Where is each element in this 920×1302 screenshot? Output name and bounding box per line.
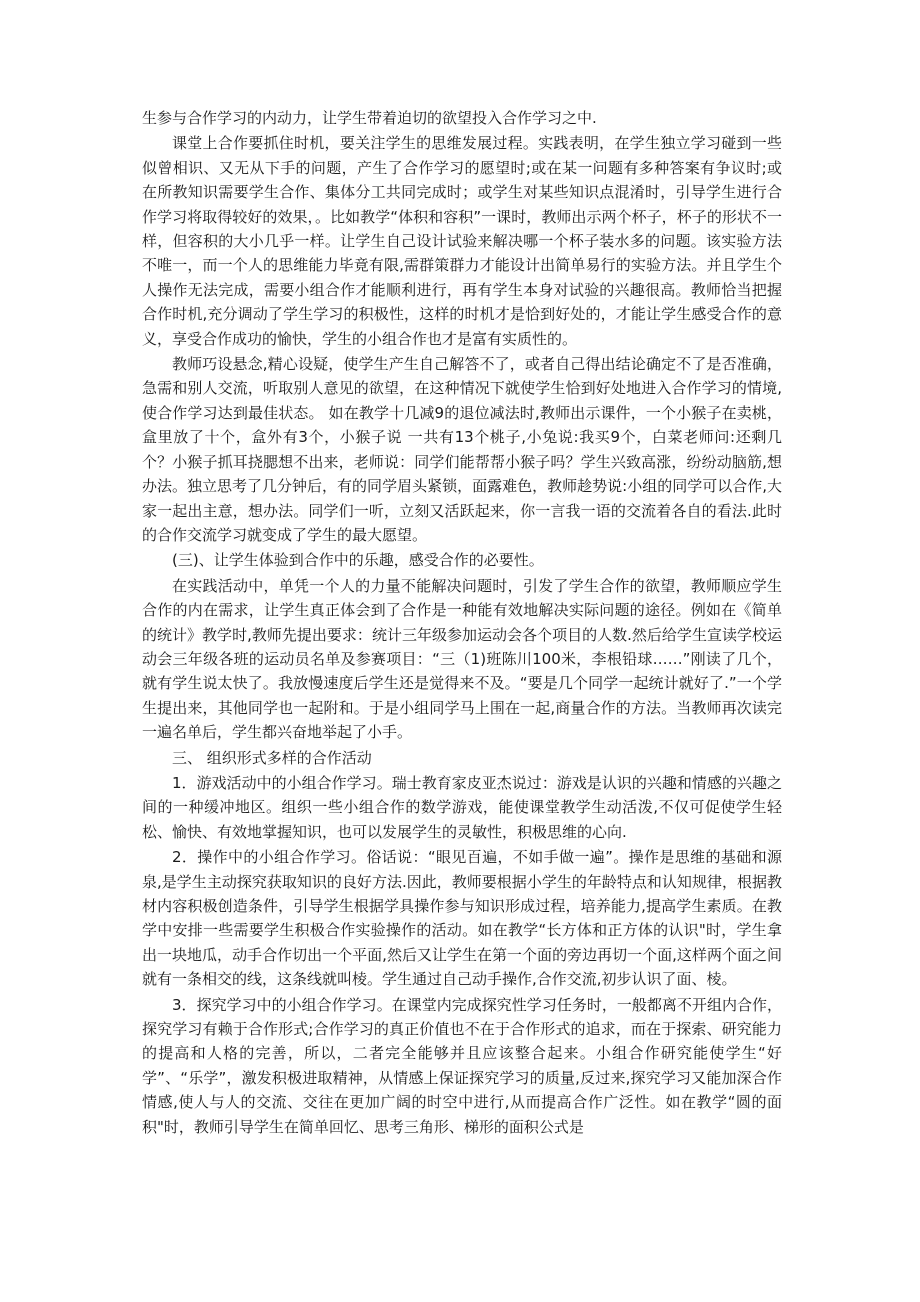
paragraph-practice-activity: 在实践活动中，单凭一个人的力量不能解决问题时，引发了学生合作的欲望，教师顺应学生合作的内在需求，让学生真正体会到了合作是一种能有效地解决实际问题的途径。例如在《简单的统计》教学时,教师先提出要求：统计三年级参加运动会各个项目的人数.然后给学生宣读学校运动会三年级各班的运动员名单及参赛项目：“三（1)班陈川100米，李根铅球……”刚读了几个，就有学生说太快了。我放慢速度后学生还是觉得来不及。“要是几个同学一起统计就好了.”一个学生提出来，其他同学也一起附和。于是小组同学马上围在一起,商量合作的方法。当教师再次读完一遍名单后，学生都兴奋地举起了小手。	[142, 576, 782, 742]
section-heading-three: 三、 组织形式多样的合作活动	[172, 748, 372, 767]
paragraph-item-2-operation: 2．操作中的小组合作学习。俗话说：“眼见百遍，不如手做一遍”。操作是思维的基础和源泉,是学生主动探究获取知识的良好方法.因此，教师要根据小学生的年龄特点和认知规律，根据教材内容积极创造条件，引导学生根据学具操作参与知识形成过程，培养能力,提高学生素质。在教学中安排一些需要学生积极合作实验操作的活动。如在教学“长方体和正方体的认识"时，学生拿出一块地瓜，动手合作切出一个平面,然后又让学生在第一个面的旁边再切一个面,这样两个面之间就有一条相交的线，这条线就叫棱。学生通过自己动手操作,合作交流,初步认识了面、棱。	[142, 848, 782, 989]
section-heading-3: (三)、让学生体验到合作中的乐趣，感受合作的必要性。	[172, 551, 544, 570]
paragraph-item-3-inquiry: 3．探究学习中的小组合作学习。在课堂内完成探究性学习任务时，一般都离不开组内合作，探究学习有赖于合作形式;合作学习的真正价值也不在于合作形式的追求，而在于探索、研究能力的提高和人格的完善，所以，二者完全能够并且应该整合起来。小组合作研究能使学生“好学”、“乐学”，激发积极进取精神，从情感上保证探究学习的质量,反过来,探究学习又能加深合作情感,使人与人的交流、交往在更加广阔的时空中进行,从而提高合作广泛性。如在教学“圆的面积"时，教师引导学生在简单回忆、思考三角形、梯形的面积公式是	[142, 995, 782, 1136]
paragraph-item-1-game: 1．游戏活动中的小组合作学习。瑞士教育家皮亚杰说过：游戏是认识的兴趣和情感的兴趣之间的一种缓冲地区。组织一些小组合作的数学游戏，能使课堂教学生动活泼,不仅可促使学生轻松、愉快、有效地掌握知识，也可以发展学生的灵敏性，积极思维的心向.	[142, 773, 782, 841]
paragraph-suspense: 教师巧设悬念,精心设疑，使学生产生自己解答不了，或者自己得出结论确定不了是否准确，急需和别人交流，听取别人意见的欲望，在这种情况下就使学生恰到好处地进入合作学习的情境,使合作学习达到最佳状态。 如在教学十几减9的退位减法时,教师出示课件，一个小猴子在卖桃，盒里放了十个，盒外有3个，小猴子说 一共有13个桃子,小兔说:我买9个，白菜老师问:还剩几个？小猴子抓耳挠腮想不出来，老师说：同学们能帮帮小猴子吗？学生兴致高涨，纷纷动脑筋,想办法。独立思考了几分钟后，有的同学眉头紧锁，面露难色，教师趁势说:小组的同学可以合作,大家一起出主意，想办法。同学们一听，立刻又活跃起来，你一言我一语的交流着各自的看法.此时的合作交流学习就变成了学生的最大愿望。	[142, 355, 782, 544]
paragraph-continuation: 生参与合作学习的内动力，让学生带着迫切的欲望投入合作学习之中.	[142, 109, 597, 127]
paragraph-cooperation-timing: 课堂上合作要抓住时机，要关注学生的思维发展过程。实践表明，在学生独立学习碰到一些似曾相识、又无从下手的问题，产生了合作学习的愿望时;或在某一问题有多种答案有争议时;或在所教知识需要学生合作、集体分工共同完成时；或学生对某些知识点混淆时，引导学生进行合作学习将取得较好的效果，。比如教学“体积和容积”一课时，教师出示两个杯子，杯子的形状不一样，但容积的大小几乎一样。让学生自己设计试验来解决哪一个杯子装水多的问题。该实验方法不唯一，而一个人的思维能力毕竟有限,需群策群力才能设计出简单易行的实验方法。并且学生个人操作无法完成，需要小组合作才能顺利进行，再有学生本身对试验的兴趣很高。教师恰当把握合作时机,充分调动了学生学习的积极性，这样的时机才是恰到好处的，才能让学生感受合作的意义，享受合作成功的愉快，学生的小组合作也才是富有实质性的。	[142, 134, 782, 348]
document-page	[142, 106, 782, 1139]
